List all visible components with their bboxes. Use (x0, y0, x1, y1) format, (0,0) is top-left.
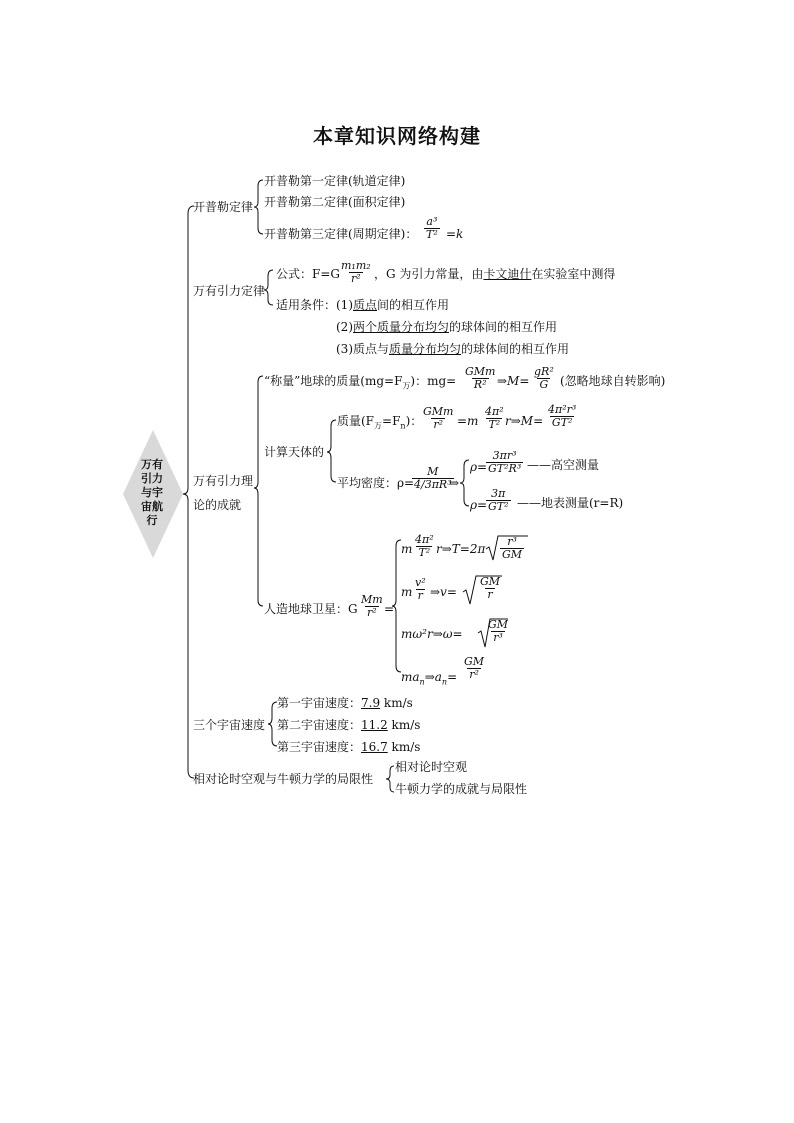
mass-eq: =m (457, 414, 479, 428)
cavendish-answer: 卡文迪什 (483, 267, 532, 281)
fraction-denominator: r (487, 588, 493, 601)
fraction-numerator: v² (415, 576, 426, 589)
fraction-denominator: GM (502, 548, 523, 561)
condition-rest: 间的相互作用 (377, 298, 450, 312)
cosmic-third-value: 16.7 (361, 740, 388, 754)
condition-rest: 的球体间的相互作用 (449, 320, 558, 334)
density-bracket (460, 460, 469, 506)
sat-4-prefix: ma (401, 670, 420, 684)
mass-r: r⇒M= (505, 414, 544, 428)
fraction-numerator: 3πr³ (492, 449, 517, 462)
fraction-numerator: r³ (507, 535, 517, 548)
fraction-numerator: a³ (426, 215, 438, 228)
mass-fraction-3 (546, 404, 578, 429)
mass-prefix: 质量(F (337, 414, 375, 428)
achievement-label-2: 论的成就 (193, 498, 242, 512)
kepler-label: 开普勒定律 (193, 200, 254, 214)
cosmic-second (277, 718, 420, 732)
condition-answer: 质量分布均匀 (389, 342, 462, 356)
gravitation-formula-fraction (339, 260, 373, 285)
cosmic-first-value: 7.9 (361, 696, 381, 710)
cosmic-second-label: 第二宇宙速度： (277, 718, 362, 732)
fraction-denominator: 4/3πR³ (414, 478, 452, 491)
sat-4-sub: n (441, 677, 448, 687)
cosmic-third-label: 第三宇宙速度： (277, 740, 362, 754)
cosmic-first-label: 第一宇宙速度： (277, 696, 362, 710)
weigh-mid: )：mg= (410, 374, 457, 388)
sat-4-fraction (462, 656, 486, 681)
satellite-eq: = (384, 602, 395, 616)
fraction-numerator: GM (480, 575, 501, 588)
mass-fraction-1 (421, 406, 455, 431)
cosmic-unit: km/s (380, 696, 413, 710)
rho-1-prefix: ρ= (470, 460, 488, 474)
kepler-first: 开普勒第一定律(轨道定律) (264, 174, 406, 188)
weigh-arrow: ⇒M= (497, 374, 530, 388)
condition-answer: 两个质量分布均匀 (353, 320, 450, 334)
sat-2-fraction (413, 577, 428, 602)
kepler-third: 开普勒第三定律(周期定律)： (264, 227, 418, 241)
rho-2-fraction (486, 488, 511, 513)
fraction-numerator: 4π²r³ (548, 403, 577, 416)
gravitation-condition-3 (336, 342, 569, 356)
kepler-bracket (254, 180, 263, 234)
fraction-numerator: GM (464, 655, 485, 668)
density-arrow: ⇒ (449, 476, 460, 490)
condition-label: 适用条件：(1) (276, 298, 353, 312)
kepler-second: 开普勒第二定律(面积定律) (264, 195, 406, 209)
mass-fraction-2 (483, 406, 506, 431)
fraction-denominator: r² (367, 606, 377, 619)
rho-2-prefix: ρ= (470, 498, 488, 512)
fraction-numerator: Mm (361, 593, 383, 606)
rho-1-fraction (486, 450, 523, 475)
condition-prefix: (2) (336, 320, 353, 334)
sat-4-text (401, 670, 457, 689)
kepler-third-rhs: =k (446, 227, 464, 241)
sat-4-mid: ⇒a (424, 670, 442, 684)
calc-label: 计算天体的 (264, 445, 325, 459)
cosmic-label: 三个宇宙速度 (193, 718, 266, 732)
fraction-numerator: 3π (491, 487, 506, 500)
fraction-numerator: 4π² (485, 405, 504, 418)
fraction-numerator: GMm (423, 405, 454, 418)
cosmic-third (277, 740, 420, 754)
mass-end: )： (405, 414, 423, 428)
fraction-numerator: m₁m₂ (341, 259, 371, 272)
gravitation-label: 万有引力定律 (193, 284, 266, 298)
weigh-prefix: “称量”地球的质量(mg=F (264, 374, 403, 388)
gravitation-formula-prefix: 公式：F=G (276, 267, 340, 281)
relativity-item-1: 相对论时空观 (395, 760, 468, 774)
fraction-denominator: GT²R³ (488, 462, 522, 475)
weigh-fraction-1 (463, 366, 497, 391)
page-title: 本章知识网络构建 (313, 124, 481, 148)
sat-1-prefix: m (401, 542, 413, 556)
sat-2-prefix: m (401, 585, 413, 599)
gravitation-bracket (264, 270, 273, 305)
fraction-numerator: gR² (534, 365, 554, 378)
root-line: 与宇 (141, 486, 163, 499)
fraction-numerator: 4π² (415, 533, 434, 546)
sat-1-fraction (413, 534, 436, 559)
fraction-denominator: r (417, 589, 423, 602)
condition-answer: 质点 (353, 298, 378, 312)
fraction-denominator: T² (426, 228, 438, 241)
sat-4-sub: n (419, 677, 425, 687)
cosmic-first (277, 696, 413, 710)
rho-2-note: ——地表测量(r=R) (517, 496, 624, 510)
condition-rest: 的球体间的相互作用 (461, 342, 570, 356)
cosmic-unit: km/s (387, 740, 421, 754)
sat-1-mid: r⇒T=2π (436, 542, 486, 556)
gravitation-condition-2 (336, 320, 557, 334)
fraction-denominator: G (539, 378, 549, 391)
fraction-denominator: R² (473, 378, 487, 391)
sat-2-root-fraction (478, 576, 502, 601)
relativity-bracket (386, 766, 394, 792)
relativity-label: 相对论时空观与牛顿力学的局限性 (193, 772, 374, 786)
fraction-denominator: r³ (493, 631, 503, 644)
fraction-denominator: GT² (488, 500, 509, 513)
sat-2-mid: ⇒v= (430, 585, 457, 599)
cosmic-second-value: 11.2 (361, 718, 388, 732)
formula-suffix: 在实验室中测得 (531, 267, 616, 281)
satellite-fraction (359, 594, 385, 619)
fraction-denominator: r² (433, 418, 444, 431)
mass-sub: 万 (374, 421, 383, 431)
sat-3-root-fraction (486, 619, 510, 644)
weigh-earth-text (264, 374, 456, 393)
cosmic-unit: km/s (387, 718, 421, 732)
achievement-bracket (254, 376, 263, 606)
fraction-denominator: r² (469, 668, 479, 681)
weigh-note: (忽略地球自转影响) (560, 374, 666, 388)
kepler-third-fraction (424, 216, 440, 241)
gravitation-condition-1 (276, 298, 449, 312)
density-fraction (412, 466, 454, 491)
gravitation-formula-text (374, 267, 615, 281)
satellite-prefix: 人造地球卫星：G (264, 602, 358, 616)
mass-mid: =F (382, 414, 401, 428)
mass-sub: n (400, 421, 406, 431)
weigh-fraction-2 (532, 366, 556, 391)
root-line: 宙航 (141, 500, 163, 513)
relativity-item-2: 牛顿力学的成就与局限性 (395, 782, 528, 796)
fraction-denominator: GT² (551, 416, 573, 429)
sat-4-eq: = (447, 670, 458, 684)
root-topic (137, 458, 167, 528)
root-line: 引力 (141, 472, 163, 485)
cosmic-bracket (268, 702, 277, 746)
sat-3-prefix: mω²r⇒ω= (401, 627, 463, 641)
fraction-denominator: r² (351, 272, 361, 285)
calc-bracket (327, 420, 336, 482)
fraction-denominator: T² (418, 546, 431, 559)
condition-prefix: (3)质点与 (336, 342, 389, 356)
fraction-numerator: GM (488, 618, 509, 631)
fraction-numerator: M (427, 465, 439, 478)
weigh-sub: 万 (402, 381, 411, 391)
root-line: 万有 (141, 458, 163, 471)
rho-1-note: ——高空测量 (527, 458, 600, 472)
fraction-numerator: GMm (465, 365, 496, 378)
root-line: 行 (146, 514, 158, 527)
density-prefix: 平均密度：ρ= (337, 476, 415, 490)
mass-text (337, 414, 422, 433)
achievement-label-1: 万有引力理 (193, 474, 254, 488)
fraction-denominator: T² (488, 418, 501, 431)
sat-1-root-fraction (500, 536, 524, 561)
formula-suffix: ，G 为引力常量，由 (374, 267, 484, 281)
